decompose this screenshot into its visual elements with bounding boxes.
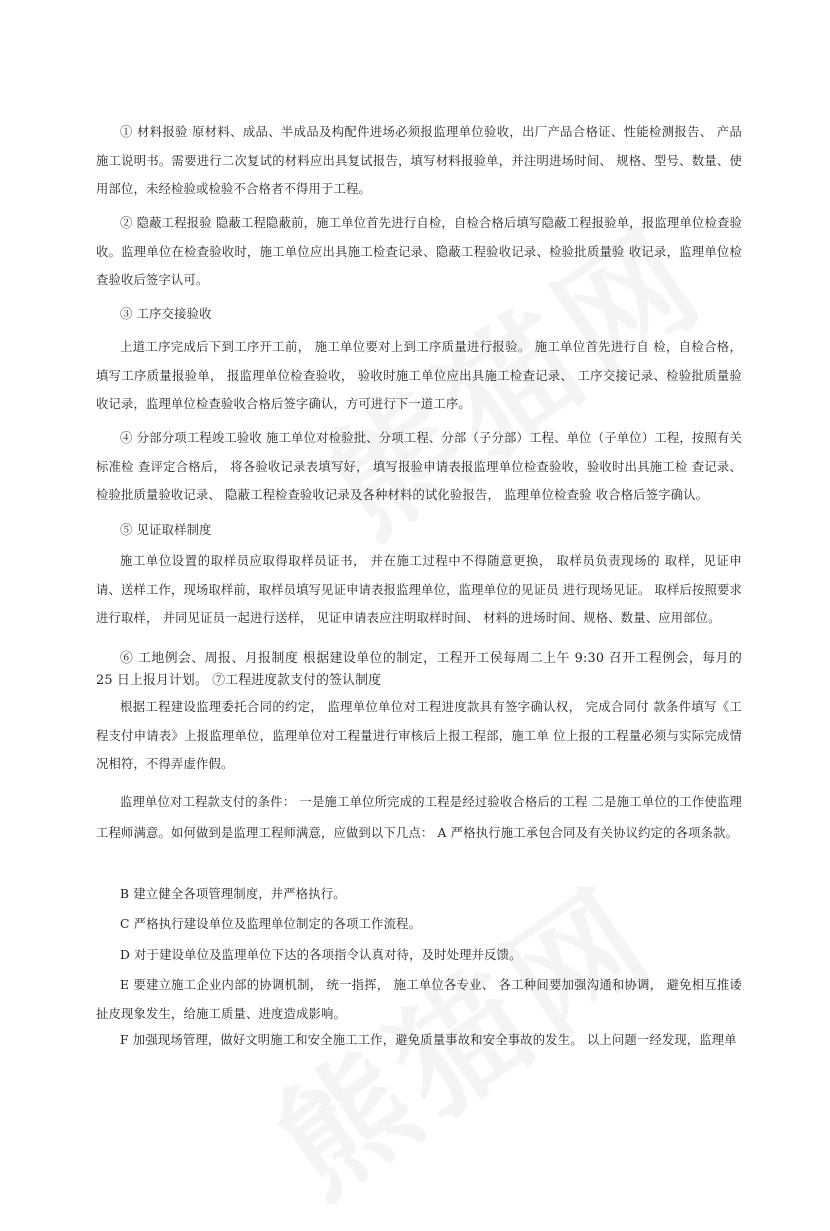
paragraph-payment-conditions: 监理单位对工程款支付的条件： 一是施工单位所完成的工程是经过验收合格后的工程 二是施工单位的工作使监理工程师满意。如何做到是监理工程师满意，应做到以下几点： A 严格执行施工承包合同及有关协议约定的各项条款。: [96, 795, 742, 840]
paragraph-material-inspection: ① 材料报验 原材料、成品、半成品及构配件进场必须报监理单位验收，出厂产品合格证、性能检测报告、 产品施工说明书。需要进行二次复试的材料应出具复试报告，填写材料报验单，并注明进场时间、 规格、型号、数量、使用部位，未经检验或检验不合格者不得用于工程。: [96, 125, 742, 196]
list-item-d: D 对于建设单位及监理单位下达的各项指令认真对待，及时处理并反馈。: [120, 948, 522, 962]
list-item-b: B 建立健全各项管理制度，并严格执行。: [120, 887, 346, 901]
paragraph-process-handover: 上道工序完成后下到工序开工前， 施工单位要对上到工序质量进行报验。 施工单位首先进行自 检，自检合格，填写工序质量报验单， 报监理单位检查验收， 验收时施工单位应出具施工检查记录、 工序交接记录、检验批质量验收记录，监理单位检查验收合格后签字确认，方可进行下一道工序。: [96, 340, 742, 411]
paragraph-site-meetings: ⑥ 工地例会、周报、月报制度 根据建设单位的制定，工程开工侯每周二上午 9:30 召开工程例会，每月的 25 日上报月计划。 ⑦工程进度款支付的签认制度: [96, 651, 742, 688]
list-item-e: E 要建立施工企业内部的协调机制， 统一指挥， 施工单位各专业、 各工种间要加强沟通和协调， 避免相互推诿扯皮现象发生，给施工质量、进度造成影响。: [96, 978, 742, 1021]
paragraph-witness-sampling: 施工单位设置的取样员应取得取样员证书， 并在施工过程中不得随意更换， 取样员负责现场的 取样，见证申请、送样工作，现场取样前，取样员填写见证申请表报监理单位，监理单位的见证员 进行现场见证。 取样后按照要求进行取样， 并同见证员一起进行送样， 见证申请表应注明取样时间、 材料的进场时间、规格、数量、应用部位。: [96, 554, 742, 625]
paragraph-concealed-works: ② 隐蔽工程报验 隐蔽工程隐蔽前，施工单位首先进行自检，自检合格后填写隐蔽工程报验单，报监理单位检查验收。监理单位在检查验收时，施工单位应出具施工检查记录、隐蔽工程验收记录、检验批质量验 收记录，监理单位检查验收后签字认可。: [96, 216, 742, 287]
list-item-f: F 加强现场管理，做好文明施工和安全施工工作，避免质量事故和安全事故的发生。 以上问题一经发现，监理单: [120, 1033, 737, 1047]
heading-process-handover: ③ 工序交接验收: [120, 307, 212, 321]
heading-witness-sampling: ⑤ 见证取样制度: [120, 523, 212, 537]
paragraph-progress-payment: 根据工程建设监理委托合同的约定， 监理单位单位对工程进度款具有签字确认权， 完成合同付 款条件填写《工程支付申请表》上报监理单位，监理单位对工程量进行审核后上报工程部，施工单 位上报的工程量必须与实际完成情况相符，不得弄虚作假。: [96, 700, 742, 771]
paragraph-completion-acceptance: ④ 分部分项工程竣工验收 施工单位对检验批、分项工程、分部（子分部）工程、单位（子单位）工程，按照有关标准检 查评定合格后， 将各验收记录表填写好， 填写报验申请表报监理单位检查验收，验收时出具施工检 查记录、检验批质量验收记录、 隐蔽工程检查验收记录及各种材料的试化验报告， 监理单位检查验 收合格后签字确认。: [96, 431, 742, 502]
list-item-c: C 严格执行建设单位及监理单位制定的各项工作流程。: [120, 917, 422, 931]
